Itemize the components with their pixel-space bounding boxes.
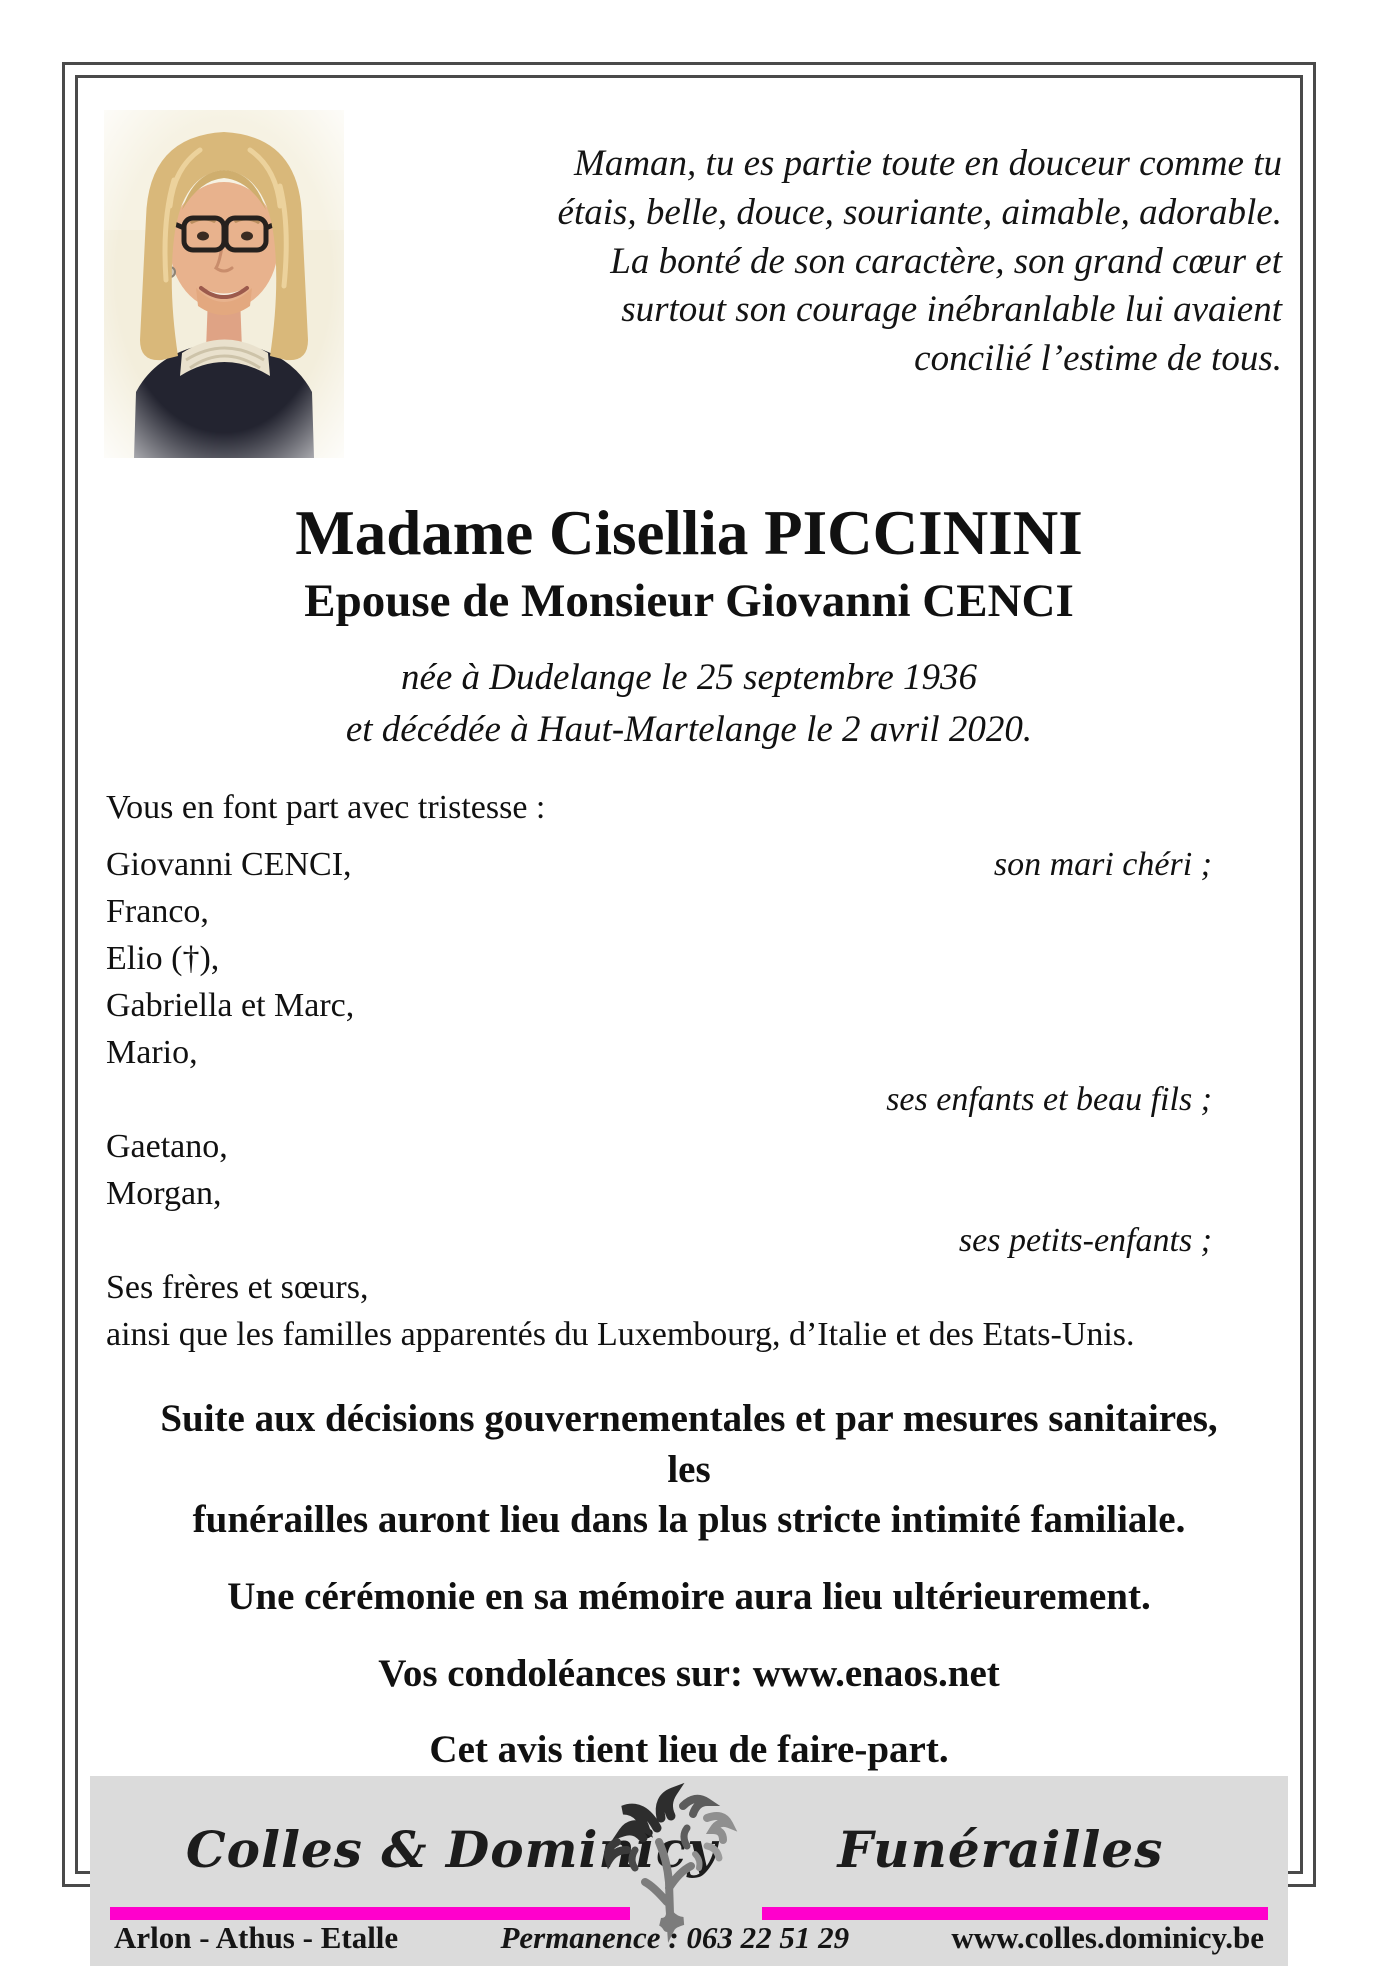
family-member: Morgan, xyxy=(106,1174,222,1212)
funeral-home-service: Funérailles xyxy=(837,1820,1164,1880)
family-member: Gabriella et Marc, xyxy=(106,986,355,1024)
family-row xyxy=(106,1217,1212,1264)
family-row xyxy=(106,841,1212,888)
family-member: Franco, xyxy=(106,892,209,930)
deceased-name: Madame Cisellia PICCININI xyxy=(295,498,1083,568)
funeral-home-cities: Arlon - Athus - Etalle xyxy=(114,1920,399,1956)
birth-line: née à Dudelange le 25 septembre 1936 xyxy=(400,656,978,698)
family-row xyxy=(106,1076,1212,1123)
faire-part-notice: Cet avis tient lieu de faire-part. xyxy=(429,1728,949,1772)
family-row xyxy=(106,935,1212,982)
family-relation: ses petits-enfants ; xyxy=(958,1221,1212,1259)
family-row xyxy=(106,1170,1212,1217)
announcement-intro: Vous en font part avec tristesse : xyxy=(106,788,546,826)
family-member: ainsi que les familles apparentés du Luxembourg, d’Italie et des Etats-Unis. xyxy=(106,1315,1135,1353)
spouse-line: Epouse de Monsieur Giovanni CENCI xyxy=(304,575,1074,628)
sanitary-notice-line2: funérailles auront lieu dans la plus stricte intimité familiale. xyxy=(192,1498,1186,1542)
header-row xyxy=(104,110,1282,458)
outer-border-frame xyxy=(62,62,1316,1956)
funeral-home-name: Colles & Dominicy xyxy=(185,1820,718,1880)
magenta-rule-left xyxy=(110,1907,630,1920)
quote-line: La bonté de son caractère, son grand cœur et xyxy=(610,240,1282,282)
funeral-home-info-row xyxy=(90,1920,1288,1956)
family-row xyxy=(106,1029,1212,1076)
family-row xyxy=(106,982,1212,1029)
funeral-home-banner xyxy=(90,1776,1288,1966)
quote-line: étais, belle, douce, souriante, aimable, adorable. xyxy=(557,191,1282,233)
announcement-content xyxy=(78,78,1300,1956)
family-member: Mario, xyxy=(106,1033,198,1071)
quote-line: concilié l’estime de tous. xyxy=(914,338,1282,380)
sanitary-notice-line1: Suite aux décisions gouvernementales et par mesures sanitaires, les xyxy=(160,1396,1218,1491)
family-row xyxy=(106,1311,1212,1358)
portrait-photo xyxy=(104,110,344,458)
ceremony-notice: Une cérémonie en sa mémoire aura lieu ultérieurement. xyxy=(227,1574,1151,1618)
family-member: Gaetano, xyxy=(106,1127,228,1165)
family-relation: ses enfants et beau fils ; xyxy=(886,1080,1212,1118)
family-member: Giovanni CENCI, xyxy=(106,845,352,883)
family-row xyxy=(106,1123,1212,1170)
memorial-quote xyxy=(344,110,1282,458)
condolences-notice: Vos condoléances sur: www.enaos.net xyxy=(378,1651,1000,1695)
family-relation: son mari chéri ; xyxy=(993,845,1212,883)
family-member: Elio (†), xyxy=(106,939,220,977)
death-line: et décédée à Haut-Martelange le 2 avril 2020. xyxy=(345,709,1033,751)
quote-line: Maman, tu es partie toute en douceur comme tu xyxy=(574,143,1282,184)
family-list xyxy=(106,841,1212,1358)
quote-line: surtout son courage inébranlable lui avaient xyxy=(621,289,1282,331)
funeral-home-phone: Permanence : 063 22 51 29 xyxy=(500,1920,850,1956)
inner-border-frame xyxy=(75,75,1303,1956)
notices-section xyxy=(78,1394,1300,1776)
birth-death-dates xyxy=(78,652,1300,757)
family-row xyxy=(106,888,1212,935)
family-member: Ses frères et sœurs, xyxy=(106,1268,369,1306)
magenta-rule-right xyxy=(762,1907,1268,1920)
funeral-home-website: www.colles.dominicy.be xyxy=(951,1920,1264,1956)
family-row xyxy=(106,1264,1212,1311)
